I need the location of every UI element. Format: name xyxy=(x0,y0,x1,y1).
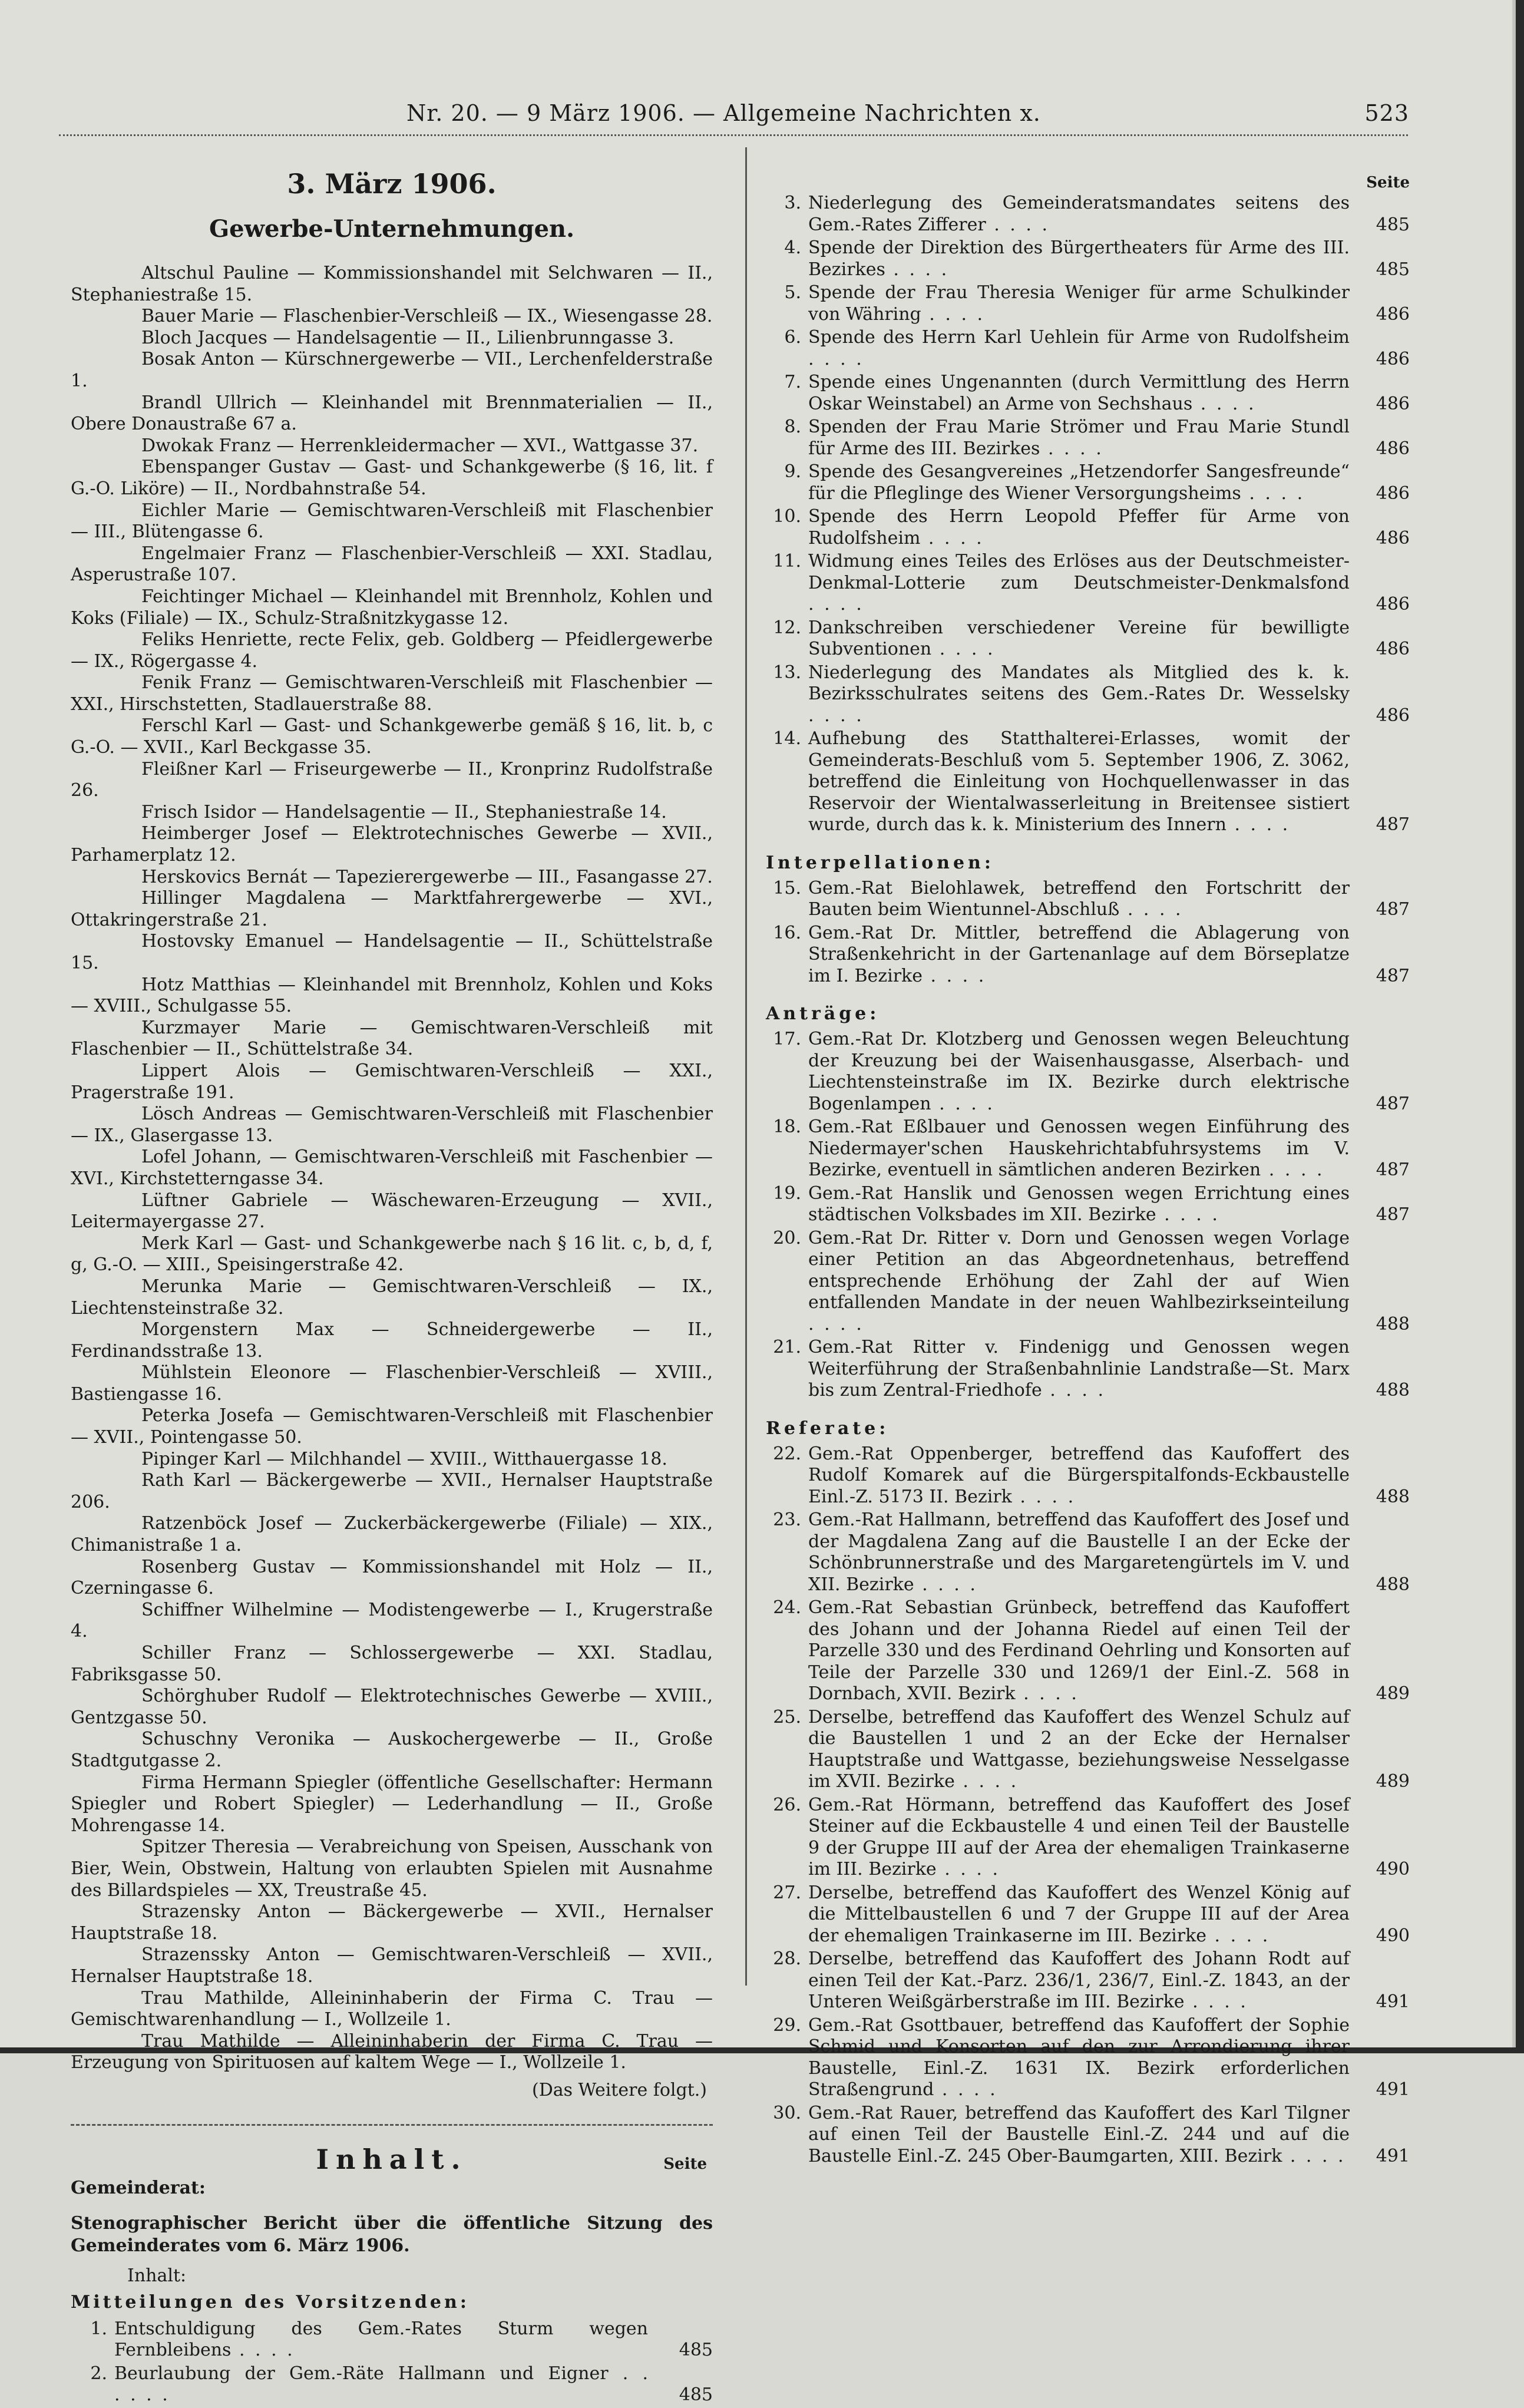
toc-text xyxy=(808,1337,1410,1402)
toc-number: 8. xyxy=(784,417,801,437)
toc-number: 24. xyxy=(773,1597,801,1618)
leader-dots: . . . . xyxy=(921,303,986,325)
toc-page-number: 488 xyxy=(1376,1574,1410,1595)
toc-text-content: Beurlaubung der Gem.-Räte Hallmann und Eigner . . xyxy=(114,2363,648,2384)
leader-dots: . . . . xyxy=(936,1859,1000,1880)
business-entry: Mühlstein Eleonore — Flaschenbier-Verschleiß — XVIII., Bastiengasse 16. xyxy=(71,1362,713,1405)
toc-number: 5. xyxy=(784,282,801,303)
toc-page-number: 485 xyxy=(679,2384,713,2406)
toc-item xyxy=(766,1795,1410,1881)
business-entry: Rosenberg Gustav — Kommissionshandel mit Holz — II., Czerningasse 6. xyxy=(71,1556,713,1599)
toc-list-antraege xyxy=(766,1029,1410,1402)
business-entry: Peterka Josefa — Gemischtwaren-Verschleiß mit Flaschenbier — XVII., Pointengasse 50. xyxy=(71,1405,713,1448)
toc-number: 20. xyxy=(773,1227,801,1248)
leader-dots: . . . . xyxy=(1119,899,1184,920)
business-entry: Lösch Andreas — Gemischtwaren-Verschleiß mit Flaschenbier — IX., Glasergasse 13. xyxy=(71,1104,713,1146)
leader-dots: . . . . xyxy=(1282,2145,1346,2166)
toc-page-number: 487 xyxy=(1376,965,1410,986)
business-entry: Lofel Johann, — Gemischtwaren-Verschleiß mit Faschenbier — XVI., Kirchstetterngasse 34. xyxy=(71,1147,713,1189)
toc-text xyxy=(808,327,1410,370)
toc-page-number: 486 xyxy=(1376,483,1410,504)
business-entry: Lüftner Gabriele — Wäschewaren-Erzeugung — XVII., Leitermayergasse 27. xyxy=(71,1190,713,1233)
toc-text-content: Spende der Direktion des Bürgertheaters für Arme des III. Bezirkes xyxy=(808,237,1350,280)
toc-number: 17. xyxy=(773,1029,801,1049)
business-entry: Schiller Franz — Schlossergewerbe — XXI. Stadlau, Fabriksgasse 50. xyxy=(71,1643,713,1685)
toc-page-number: 486 xyxy=(1376,438,1410,459)
toc-text-content: Spende des Herrn Karl Uehlein für Arme von Rudolfsheim xyxy=(808,327,1350,348)
toc-text xyxy=(808,551,1410,616)
leader-dots: . . . . xyxy=(922,965,987,986)
business-entry: Herskovics Bernát — Tapezierergewerbe — III., Fasangasse 27. xyxy=(141,866,713,887)
toc-text-content: Derselbe, betreffend das Kaufoffert des Wenzel König auf die Mittelbaustellen 6 und 7 der Gruppe III auf der Area der ehemaligen Trainkaserne im III. Bezirke xyxy=(808,1882,1350,1946)
leader-dots: . . . . xyxy=(934,2079,998,2100)
toc-item xyxy=(766,417,1410,460)
toc-item xyxy=(71,2363,713,2406)
toc-text-content: Gem.-Rat Ritter v. Findenigg und Genossen wegen Weiterführung der Straßenbahnlinie Landstraße—St. Marx bis zum Zentral-Friedhofe xyxy=(808,1337,1350,1400)
toc-text-content: Gem.-Rat Hörmann, betreffend das Kaufoffert des Josef Steiner auf die Eckbaustelle 4 und einen Teil der Baustelle 9 der Gruppe III auf der Area der ehemaligen Trainkaserne im III. Bezirke xyxy=(808,1794,1350,1880)
toc-text-content: Gem.-Rat Bielohlawek, betreffend den Fortschritt der Bauten beim Wientunnel-Abschluß xyxy=(808,877,1350,920)
toc-page-number: 491 xyxy=(1376,2079,1410,2100)
leader-dots: . . . . xyxy=(808,705,864,726)
toc-text-content: Dankschreiben verschiedener Vereine für bewilligte Subventionen xyxy=(808,617,1350,659)
column-rule xyxy=(745,147,747,1986)
leader-dots: . . . . xyxy=(1156,1204,1220,1225)
toc-page-number: 486 xyxy=(1376,705,1410,726)
toc-text xyxy=(114,2363,713,2406)
toc-item xyxy=(766,923,1410,987)
toc-text xyxy=(808,1707,1410,1793)
business-entry: Engelmaier Franz — Flaschenbier-Verschleiß — XXI. Stadlau, Asperustraße 107. xyxy=(71,543,713,586)
toc-number: 27. xyxy=(773,1882,801,1903)
toc-number: 6. xyxy=(784,327,801,348)
toc-number: 25. xyxy=(773,1706,801,1727)
leader-dots: . . . . xyxy=(1241,483,1305,504)
toc-text-content: Gem.-Rat Hallmann, betreffend das Kaufoffert des Josef und der Magdalena Zang auf die Baustelle I an der Ecke der Schönbrunnerstraße und des Margaretengürtels im V. und XII. Bezirke xyxy=(808,1509,1350,1595)
toc-number: 15. xyxy=(773,877,801,899)
toc-page-number: 489 xyxy=(1376,1683,1410,1704)
toc-text xyxy=(808,878,1410,921)
toc-text xyxy=(114,2318,713,2361)
toc-number: 29. xyxy=(773,2014,801,2036)
toc-page-number: 487 xyxy=(1376,814,1410,835)
toc-text-content: Gem.-Rat Hanslik und Genossen wegen Errichtung eines städtischen Volksbades im XII. Bezirke xyxy=(808,1182,1350,1225)
leader-dots: . . . . xyxy=(1042,1380,1106,1400)
seite-label-left: Seite xyxy=(663,2155,707,2173)
leader-dots: . . . . xyxy=(954,1771,1019,1792)
toc-number: 23. xyxy=(773,1509,801,1530)
toc-text xyxy=(808,2103,1410,2168)
toc-number: 26. xyxy=(773,1794,801,1815)
toc-text-content: Gem.-Rat Sebastian Grünbeck, betreffend das Kaufoffert des Johann und der Johanna Riedel auf einen Teil der Parzelle 330 und des Ferdinand Oehrling und Konsorten auf Teile der Parzelle 330 und 1269/1 der Einl.-Z. 568 in Dornbach, XVII. Bezirk xyxy=(808,1597,1350,1704)
business-entry: Trau Mathilde, Alleininhaberin der Firma C. Trau — Gemischtwarenhandlung — I., Wollzeile 1. xyxy=(71,1987,713,2030)
business-entry: Schiffner Wilhelmine — Modistengewerbe — I., Krugerstraße 4. xyxy=(71,1599,713,1642)
toc-text-content: Gem.-Rat Dr. Mittler, betreffend die Ablagerung von Straßenkehricht in der Gartenanlage auf dem Börseplatze im I. Bezirke xyxy=(808,922,1350,986)
toc-page-number: 486 xyxy=(1376,594,1410,615)
toc-number: 21. xyxy=(773,1337,801,1357)
toc-text-content: Gem.-Rat Gsottbauer, betreffend das Kaufoffert der Sophie Schmid und Konsorten auf den zur Arrondierung ihrer Baustelle, Einl.-Z. 1631 IX. Bezirk erforderlichen Straßengrund xyxy=(808,2014,1350,2100)
toc-text xyxy=(808,461,1410,504)
business-entry: Eichler Marie — Gemischtwaren-Verschleiß mit Flaschenbier — III., Blütengasse 6. xyxy=(71,500,713,543)
toc-number: 4. xyxy=(784,237,801,258)
toc-text xyxy=(808,1444,1410,1508)
toc-text xyxy=(808,1117,1410,1181)
toc-number: 3. xyxy=(784,193,801,213)
toc-page-number: 486 xyxy=(1376,639,1410,659)
toc-item xyxy=(766,237,1410,280)
toc-text xyxy=(808,1183,1410,1226)
toc-item xyxy=(766,506,1410,549)
leader-dots: . . . . xyxy=(114,2384,170,2406)
business-entry: Strazenssky Anton — Gemischtwaren-Verschleiß — XVII., Hernalser Hauptstraße 18. xyxy=(71,1944,713,1987)
toc-page-number: 486 xyxy=(1376,393,1410,414)
section-heading: Gewerbe-Unternehmungen. xyxy=(209,215,575,243)
toc-text-content: Spenden der Frau Marie Strömer und Frau Marie Stundl für Arme des III. Bezirkes xyxy=(808,417,1350,459)
toc-page-number: 486 xyxy=(1376,527,1410,549)
business-entry: Brandl Ullrich — Kleinhandel mit Brennmaterialien — II., Obere Donaustraße 67 a. xyxy=(71,392,713,435)
leader-dots: . . . . xyxy=(808,1313,864,1335)
section-divider xyxy=(71,2124,713,2126)
toc-text-content: Gem.-Rat Oppenberger, betreffend das Kaufoffert des Rudolf Komarek auf die Bürgerspitalfonds-Eckbaustelle Einl.-Z. 5173 II. Bezirk xyxy=(808,1443,1350,1507)
toc-number: 11. xyxy=(773,551,801,572)
toc-text-content: Gem.-Rat Rauer, betreffend das Kaufoffert des Karl Tilgner auf einen Teil der Baustelle Einl.-Z. 244 und auf die Baustelle Einl.-Z. 245 Ober-Baumgarten, XIII. Bezirk xyxy=(808,2102,1350,2166)
toc-text xyxy=(808,1597,1410,1705)
business-entry: Hotz Matthias — Kleinhandel mit Brennholz, Kohlen und Koks — XVIII., Schulgasse 55. xyxy=(71,974,713,1017)
toc-text xyxy=(808,1509,1410,1596)
inhalt-sublabel: Inhalt: xyxy=(127,2265,187,2286)
leader-dots: . . . . xyxy=(1040,438,1104,459)
leader-dots: . . . . xyxy=(1015,1683,1079,1704)
toc-item xyxy=(766,1337,1410,1402)
toc-number: 1. xyxy=(90,2318,107,2339)
toc-number: 2. xyxy=(90,2363,107,2384)
toc-page-number: 491 xyxy=(1376,2145,1410,2166)
toc-item xyxy=(766,878,1410,921)
toc-list-referate xyxy=(766,1444,1410,2168)
toc-page-number: 487 xyxy=(1376,1093,1410,1114)
toc-text-content: Widmung eines Teiles des Erlöses aus der Deutschmeister-Denkmal-Lotterie zum Deutschmeister-Denkmalsfond xyxy=(808,551,1350,593)
leader-dots: . . . . xyxy=(1226,814,1291,835)
toc-page-number: 491 xyxy=(1376,1991,1410,2012)
toc-page-number: 489 xyxy=(1376,1771,1410,1792)
leader-dots: . . . . xyxy=(920,527,984,549)
toc-number: 28. xyxy=(773,1948,801,1969)
group-label-antraege: Anträge: xyxy=(766,1003,880,1024)
toc-page-number: 485 xyxy=(679,2340,713,2361)
business-entry: Bosak Anton — Kürschnergewerbe — VII., Lerchenfelderstraße 1. xyxy=(71,349,713,391)
business-entry: Feliks Henriette, recte Felix, geb. Goldberg — Pfeidlergewerbe — IX., Rögergasse 4. xyxy=(71,629,713,672)
toc-text xyxy=(808,617,1410,660)
business-entry: Kurzmayer Marie — Gemischtwaren-Verschleiß mit Flaschenbier — II., Schüttelstraße 34. xyxy=(71,1017,713,1060)
group-label-interpellationen: Interpellationen: xyxy=(766,852,994,873)
toc-text-content: Gem.-Rat Dr. Ritter v. Dorn und Genossen wegen Vorlage einer Petition an das Abgeordnetenhaus, betreffend entsprechende Erhöhung der Zahl der auf Wien entfallenden Mandate in der neuen Wahlbezirkseinteilung xyxy=(808,1227,1350,1313)
toc-page-number: 488 xyxy=(1376,1313,1410,1335)
business-entry: Firma Hermann Spiegler (öffentliche Gesellschafter: Hermann Spiegler und Robert Spiegler) — Lederhandlung — II., Große Mohrengasse 14. xyxy=(71,1772,713,1836)
toc-text xyxy=(808,728,1410,836)
toc-item xyxy=(766,2103,1410,2168)
toc-number: 14. xyxy=(773,728,801,749)
toc-item xyxy=(766,617,1410,660)
leader-dots: . . . . xyxy=(1261,1160,1325,1180)
toc-text-content: Spende eines Ungenannten (durch Vermittlung des Herrn Oskar Weinstabel) an Arme von Sechshaus xyxy=(808,372,1350,414)
toc-number: 9. xyxy=(784,461,801,482)
toc-item xyxy=(766,193,1410,236)
toc-page-number: 488 xyxy=(1376,1380,1410,1400)
leader-dots: . . . . xyxy=(231,2340,295,2361)
running-head-title: Nr. 20. — 9 März 1906. — Allgemeine Nachrichten x. xyxy=(406,100,1041,126)
contents-title xyxy=(71,2143,713,2175)
toc-item xyxy=(766,1948,1410,2013)
toc-page-number: 487 xyxy=(1376,899,1410,920)
toc-text xyxy=(808,237,1410,280)
continued-note: (Das Weitere folgt.) xyxy=(531,2079,707,2100)
toc-text-content: Derselbe, betreffend das Kaufoffert des Wenzel Schulz auf die Baustellen 1 und 2 an der Ecke der Hernalser Hauptstraße und Wattgasse, beziehungsweise Nesselgasse im XVII. Bezirke xyxy=(808,1706,1350,1792)
business-entry: Feichtinger Michael — Kleinhandel mit Brennholz, Kohlen und Koks (Filiale) — IX., Schulz-Straßnitzkygasse 12. xyxy=(71,586,713,629)
business-entry: Merk Karl — Gast- und Schankgewerbe nach § 16 lit. c, b, d, f, g, G.-O. — XIII., Speisingerstraße 42. xyxy=(71,1233,713,1276)
toc-page-number: 490 xyxy=(1376,1859,1410,1880)
group-label-mitteilungen: Mitteilungen des Vorsitzenden: xyxy=(71,2291,470,2313)
toc-text-content: Niederlegung des Mandates als Mitglied des k. k. Bezirksschulrates seitens des Gem.-Rates Dr. Wesselsky xyxy=(808,662,1350,704)
leader-dots: . . . . xyxy=(986,214,1050,235)
business-entry: Ebenspanger Gustav — Gast- und Schankgewerbe (§ 16, lit. f G.-O. Liköre) — II., Nordbahnstraße 54. xyxy=(71,457,713,499)
right-column xyxy=(766,174,1410,2169)
toc-text xyxy=(808,372,1410,415)
business-entry: Hostovsky Emanuel — Handelsagentie — II., Schüttelstraße 15. xyxy=(71,931,713,973)
toc-item xyxy=(766,1029,1410,1115)
toc-number: 16. xyxy=(773,922,801,943)
toc-item xyxy=(766,1228,1410,1336)
toc-item xyxy=(766,662,1410,727)
business-entry: Hillinger Magdalena — Marktfahrergewerbe — XVI., Ottakringerstraße 21. xyxy=(71,888,713,930)
toc-text-content: Spende der Frau Theresia Weniger für arme Schulkinder von Währing xyxy=(808,282,1350,325)
toc-text xyxy=(808,193,1410,236)
business-entry: Morgenstern Max — Schneidergewerbe — II., Ferdinandsstraße 13. xyxy=(71,1319,713,1362)
toc-text-content: Gem.-Rat Eßlbauer und Genossen wegen Einführung des Niedermayer'schen Hauskehrichtabfuhrsystems im V. Bezirke, eventuell in sämtlichen anderen Bezirken xyxy=(808,1117,1350,1180)
toc-item xyxy=(71,2318,713,2361)
steno-report-title: Stenographischer Bericht über die öffentliche Sitzung des Gemeinderates vom 6. März 1906. xyxy=(71,2212,713,2256)
toc-item xyxy=(766,1597,1410,1705)
toc-item xyxy=(766,551,1410,616)
toc-text xyxy=(808,923,1410,987)
business-entry: Dwokak Franz — Herrenkleidermacher — XVI., Wattgasse 37. xyxy=(141,435,699,456)
toc-item xyxy=(766,1117,1410,1181)
toc-number: 10. xyxy=(773,506,801,527)
business-entry: Spitzer Theresia — Verabreichung von Speisen, Ausschank von Bier, Wein, Obstwein, Haltung von erlaubten Spielen mit Ausnahme des Billardspieles — XX, Treustraße 45. xyxy=(71,1836,713,1901)
toc-list-interpellationen xyxy=(766,878,1410,987)
toc-text xyxy=(808,417,1410,460)
business-entry: Fleißner Karl — Friseurgewerbe — II., Kronprinz Rudolfstraße 26. xyxy=(71,758,713,801)
business-entry: Trau Mathilde — Alleininhaberin der Firma C. Trau — Erzeugung von Spirituosen auf kaltem Wege — I., Wollzeile 1. xyxy=(71,2030,713,2073)
toc-page-number: 487 xyxy=(1376,1160,1410,1180)
business-entry: Lippert Alois — Gemischtwaren-Verschleiß — XXI., Pragerstraße 191. xyxy=(71,1060,713,1103)
toc-text xyxy=(808,2015,1410,2101)
leader-dots: . . . . xyxy=(931,1093,995,1114)
toc-number: 12. xyxy=(773,617,801,638)
toc-number: 7. xyxy=(784,372,801,392)
toc-number: 30. xyxy=(773,2102,801,2123)
toc-text xyxy=(808,662,1410,727)
toc-text-content: Spende des Herrn Leopold Pfeffer für Arme von Rudolfsheim xyxy=(808,506,1350,549)
business-entry: Altschul Pauline — Kommissionshandel mit Selchwaren — II., Stephaniestraße 15. xyxy=(71,263,713,305)
business-entries xyxy=(71,263,713,2074)
toc-number: 13. xyxy=(773,662,801,683)
business-entry: Pipinger Karl — Milchhandel — XVIII., Witthauergasse 18. xyxy=(141,1448,667,1469)
business-entry: Rath Karl — Bäckergewerbe — XVII., Hernalser Hauptstraße 206. xyxy=(71,1470,713,1512)
leader-dots: . . . . xyxy=(1206,1925,1271,1946)
toc-text xyxy=(808,282,1410,325)
toc-number: 19. xyxy=(773,1182,801,1204)
leader-dots: . . . . xyxy=(1011,1486,1076,1507)
business-entry: Bloch Jacques — Handelsagentie — II., Lilienbrunngasse 3. xyxy=(141,327,675,348)
leader-dots: . . . . xyxy=(931,639,996,659)
toc-page-number: 486 xyxy=(1376,303,1410,325)
group-label-referate: Referate: xyxy=(766,1418,890,1439)
business-entry: Frisch Isidor — Handelsagentie — II., Stephaniestraße 14. xyxy=(141,801,667,823)
business-entry: Heimberger Josef — Elektrotechnisches Gewerbe — XVII., Parhamerplatz 12. xyxy=(71,823,713,866)
leader-dots: . . . . xyxy=(1184,1991,1248,2012)
toc-item xyxy=(766,327,1410,370)
toc-text xyxy=(808,1795,1410,1881)
leader-dots: . . . . xyxy=(914,1574,978,1595)
business-entry: Bauer Marie — Flaschenbier-Verschleiß — IX., Wiesengasse 28. xyxy=(141,306,713,327)
toc-item xyxy=(766,1444,1410,1508)
business-entry: Fenik Franz — Gemischtwaren-Verschleiß mit Flaschenbier — XXI., Hirschstetten, Stadlauerstraße 88. xyxy=(71,672,713,715)
toc-text xyxy=(808,506,1410,549)
toc-item xyxy=(766,2015,1410,2101)
toc-item xyxy=(766,461,1410,504)
gemeinderat-label: Gemeinderat: xyxy=(71,2177,206,2198)
left-toc-list xyxy=(71,2318,713,2406)
leader-dots: . . . . xyxy=(1192,393,1257,414)
left-column xyxy=(71,168,713,2408)
header-rule xyxy=(59,134,1408,136)
leader-dots: . . . . xyxy=(808,594,864,615)
page-number: 523 xyxy=(1364,100,1409,126)
toc-item xyxy=(766,372,1410,415)
toc-item xyxy=(766,1882,1410,1947)
business-entry: Ratzenböck Josef — Zuckerbäckergewerbe (Filiale) — XIX., Chimanistraße 1 a. xyxy=(71,1513,713,1556)
business-entry: Schörghuber Rudolf — Elektrotechnisches Gewerbe — XVIII., Gentzgasse 50. xyxy=(71,1686,713,1728)
contents-title-text: Inhalt. xyxy=(316,2143,468,2175)
date-heading: 3. März 1906. xyxy=(287,168,497,200)
toc-text-content: Spende des Gesangvereines „Hetzendorfer Sangesfreunde“ für die Pfleglinge des Wiener Versorgungsheims xyxy=(808,461,1350,504)
toc-item xyxy=(766,282,1410,325)
toc-text xyxy=(808,1228,1410,1336)
toc-page-number: 485 xyxy=(1376,259,1410,280)
toc-list-mitteilungen xyxy=(766,193,1410,836)
toc-page-number: 487 xyxy=(1376,1204,1410,1225)
toc-item xyxy=(766,1707,1410,1793)
toc-text xyxy=(808,1029,1410,1115)
business-entry: Schuschny Veronika — Auskochergewerbe — II., Große Stadtgutgasse 2. xyxy=(71,1729,713,1771)
toc-item xyxy=(766,728,1410,836)
toc-number: 18. xyxy=(773,1117,801,1137)
toc-text xyxy=(808,1948,1410,2013)
toc-text-content: Entschuldigung des Gem.-Rates Sturm wegen Fernbleibens xyxy=(114,2318,648,2361)
toc-number: 22. xyxy=(773,1443,801,1464)
toc-text-content: Gem.-Rat Dr. Klotzberg und Genossen wegen Beleuchtung der Kreuzung bei der Waisenhausgasse, Alserbach- und Liechtensteinstraße im IX. Bezirke durch elektrische Bogenlampen xyxy=(808,1029,1350,1114)
running-head xyxy=(53,100,1408,136)
toc-text-content: Niederlegung des Gemeinderatsmandates seitens des Gem.-Rates Zifferer xyxy=(808,193,1350,235)
toc-page-number: 485 xyxy=(1376,214,1410,235)
toc-page-number: 488 xyxy=(1376,1486,1410,1507)
toc-item xyxy=(766,1183,1410,1226)
seite-label-right: Seite xyxy=(1366,174,1410,191)
business-entry: Ferschl Karl — Gast- und Schankgewerbe gemäß § 16, lit. b, c G.-O. — XVII., Karl Beckgasse 35. xyxy=(71,715,713,758)
business-entry: Merunka Marie — Gemischtwaren-Verschleiß — IX., Liechtensteinstraße 32. xyxy=(71,1276,713,1319)
toc-text xyxy=(808,1882,1410,1947)
toc-text-content: Aufhebung des Statthalterei-Erlasses, womit der Gemeinderats-Beschluß vom 5. September 1906, Z. 3062, betreffend die Einleitung von Hochquellenwasser in das Reservoir der Wientalwasserleitung in Breitensee sistiert wurde, durch das k. k. Ministerium des Innern xyxy=(808,728,1350,835)
leader-dots: . . . . xyxy=(808,348,864,369)
toc-text-content: Derselbe, betreffend das Kaufoffert des Johann Rodt auf einen Teil der Kat.-Parz. 236/1, 236/7, Einl.-Z. 1843, an der Unteren Weißgärberstraße im III. Bezirke xyxy=(808,1948,1350,2012)
toc-page-number: 486 xyxy=(1376,348,1410,369)
toc-page-number: 490 xyxy=(1376,1925,1410,1946)
toc-item xyxy=(766,1509,1410,1596)
leader-dots: . . . . xyxy=(885,259,950,280)
business-entry: Strazensky Anton — Bäckergewerbe — XVII., Hernalser Hauptstraße 18. xyxy=(71,1901,713,1944)
